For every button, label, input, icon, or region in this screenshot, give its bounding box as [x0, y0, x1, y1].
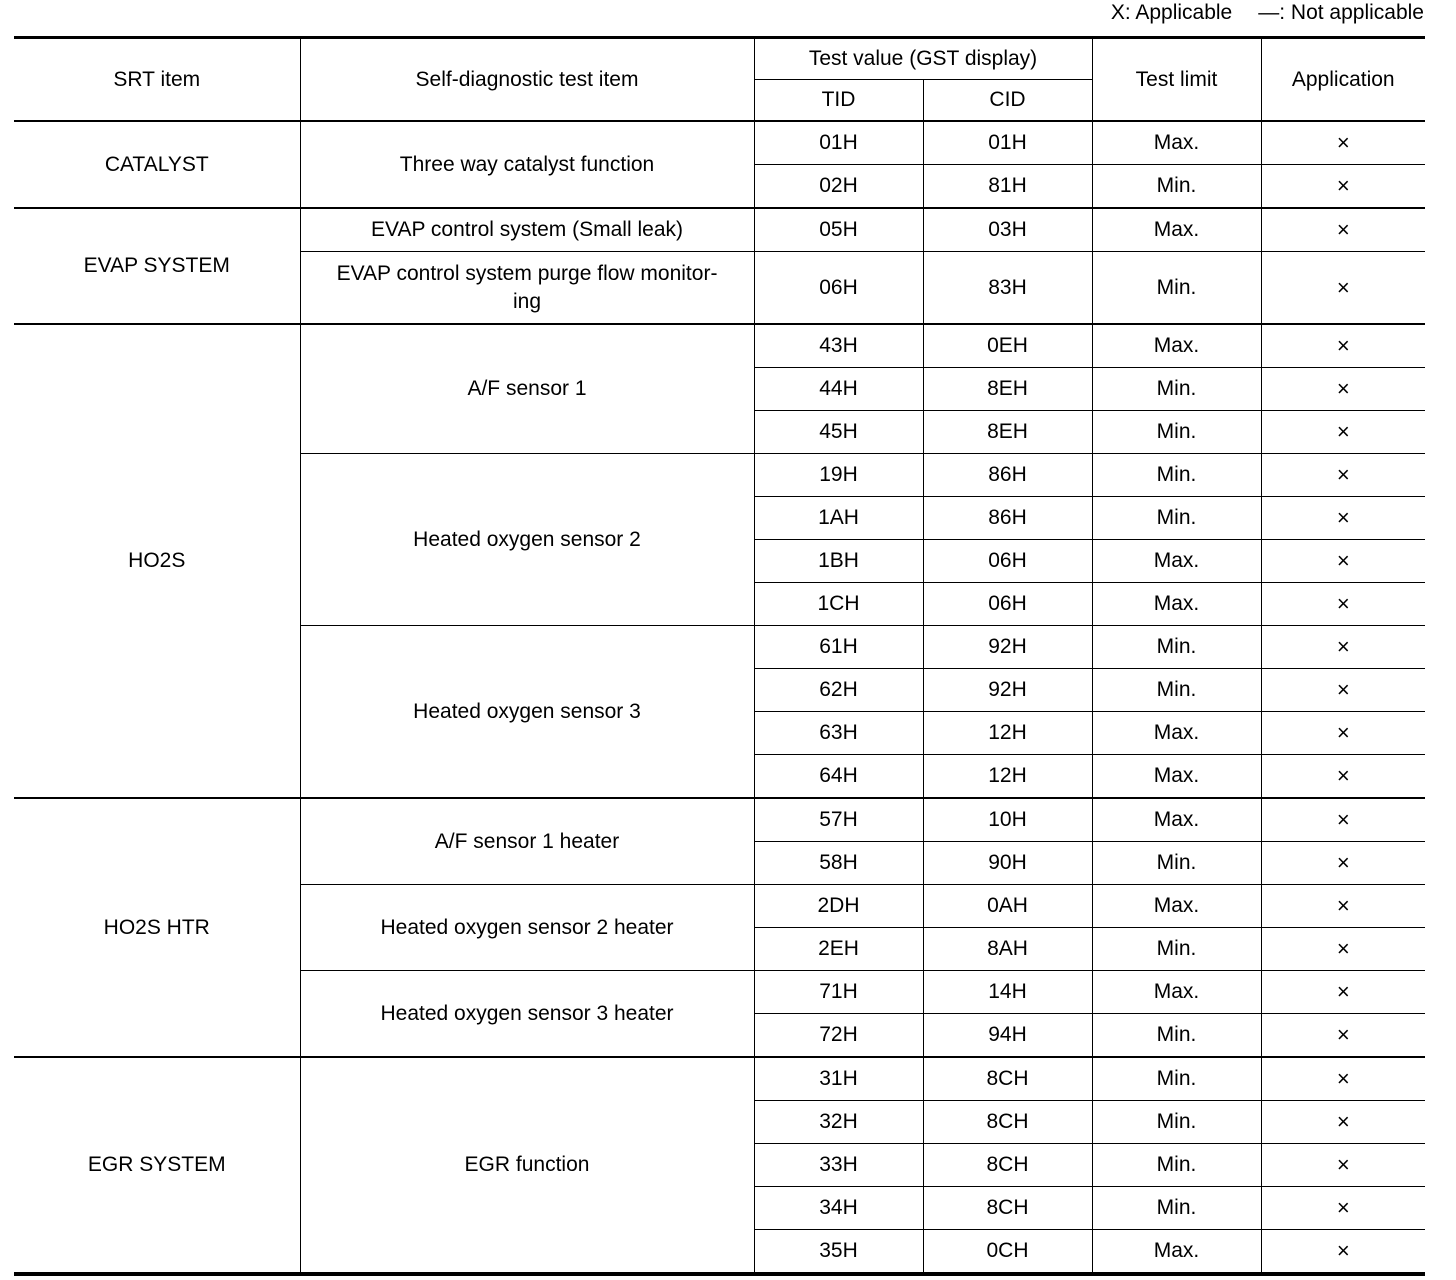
cid-cell: 0AH [923, 885, 1092, 928]
cid-cell: 8AH [923, 928, 1092, 971]
table-row [14, 208, 1425, 252]
srt-table [14, 36, 1425, 1276]
cid-cell: 8CH [923, 1144, 1092, 1187]
test-limit-cell: Min. [1092, 165, 1261, 209]
application-cell: × [1261, 885, 1425, 928]
application-cell: × [1261, 842, 1425, 885]
legend [1111, 0, 1424, 26]
application-cell: × [1261, 626, 1425, 669]
test-limit-cell: Min. [1092, 252, 1261, 325]
table-row [14, 798, 1425, 842]
test-limit-cell: Max. [1092, 208, 1261, 252]
test-limit-cell: Min. [1092, 626, 1261, 669]
cid-cell: 0CH [923, 1230, 1092, 1275]
application-cell: × [1261, 1187, 1425, 1230]
cid-cell: 83H [923, 252, 1092, 325]
tid-cell: 1AH [754, 497, 923, 540]
application-cell: × [1261, 368, 1425, 411]
test-item-cell: Heated oxygen sensor 3 heater [300, 971, 754, 1058]
test-item-cell: Heated oxygen sensor 2 heater [300, 885, 754, 971]
tid-cell: 33H [754, 1144, 923, 1187]
application-cell: × [1261, 583, 1425, 626]
table-header [14, 38, 1425, 122]
tid-cell: 2EH [754, 928, 923, 971]
header-cid: CID [923, 80, 1092, 122]
test-limit-cell: Min. [1092, 1101, 1261, 1144]
srt-item-cell: HO2S [14, 324, 300, 798]
tid-cell: 57H [754, 798, 923, 842]
cid-cell: 8EH [923, 368, 1092, 411]
tid-cell: 45H [754, 411, 923, 454]
test-limit-cell: Min. [1092, 454, 1261, 497]
tid-cell: 61H [754, 626, 923, 669]
test-limit-cell: Min. [1092, 1057, 1261, 1101]
header-test-item: Self-diagnostic test item [300, 38, 754, 122]
test-limit-cell: Max. [1092, 971, 1261, 1014]
test-item-cell: A/F sensor 1 [300, 324, 754, 454]
test-limit-cell: Min. [1092, 1014, 1261, 1058]
cid-cell: 14H [923, 971, 1092, 1014]
cid-cell: 86H [923, 454, 1092, 497]
header-test-value: Test value (GST display) [754, 38, 1092, 80]
test-limit-cell: Max. [1092, 121, 1261, 165]
tid-cell: 35H [754, 1230, 923, 1275]
test-limit-cell: Max. [1092, 324, 1261, 368]
test-limit-cell: Max. [1092, 540, 1261, 583]
test-limit-cell: Max. [1092, 1230, 1261, 1275]
cid-cell: 92H [923, 626, 1092, 669]
test-item-cell: Heated oxygen sensor 2 [300, 454, 754, 626]
tid-cell: 72H [754, 1014, 923, 1058]
test-limit-cell: Min. [1092, 368, 1261, 411]
test-limit-cell: Min. [1092, 1187, 1261, 1230]
test-limit-cell: Max. [1092, 755, 1261, 799]
application-cell: × [1261, 324, 1425, 368]
application-cell: × [1261, 669, 1425, 712]
application-cell: × [1261, 540, 1425, 583]
tid-cell: 2DH [754, 885, 923, 928]
srt-item-cell: EVAP SYSTEM [14, 208, 300, 324]
tid-cell: 06H [754, 252, 923, 325]
application-cell: × [1261, 971, 1425, 1014]
test-limit-cell: Min. [1092, 497, 1261, 540]
srt-item-cell: HO2S HTR [14, 798, 300, 1057]
application-cell: × [1261, 497, 1425, 540]
test-limit-cell: Min. [1092, 842, 1261, 885]
test-limit-cell: Max. [1092, 885, 1261, 928]
cid-cell: 8CH [923, 1101, 1092, 1144]
tid-cell: 63H [754, 712, 923, 755]
cid-cell: 8EH [923, 411, 1092, 454]
application-cell: × [1261, 1014, 1425, 1058]
application-cell: × [1261, 121, 1425, 165]
header-test-limit: Test limit [1092, 38, 1261, 122]
tid-cell: 05H [754, 208, 923, 252]
test-limit-cell: Min. [1092, 928, 1261, 971]
tid-cell: 31H [754, 1057, 923, 1101]
srt-item-cell: EGR SYSTEM [14, 1057, 300, 1274]
table-row [14, 121, 1425, 165]
tid-cell: 43H [754, 324, 923, 368]
application-cell: × [1261, 1101, 1425, 1144]
application-cell: × [1261, 712, 1425, 755]
cid-cell: 94H [923, 1014, 1092, 1058]
test-limit-cell: Min. [1092, 411, 1261, 454]
cid-cell: 03H [923, 208, 1092, 252]
test-item-cell: Three way catalyst function [300, 121, 754, 208]
application-cell: × [1261, 165, 1425, 209]
table-body [14, 121, 1425, 1274]
tid-cell: 71H [754, 971, 923, 1014]
tid-cell: 02H [754, 165, 923, 209]
cid-cell: 01H [923, 121, 1092, 165]
srt-item-cell: CATALYST [14, 121, 300, 208]
application-cell: × [1261, 411, 1425, 454]
application-cell: × [1261, 798, 1425, 842]
header-application: Application [1261, 38, 1425, 122]
table-row [14, 324, 1425, 368]
tid-cell: 01H [754, 121, 923, 165]
application-cell: × [1261, 1230, 1425, 1275]
test-limit-cell: Min. [1092, 669, 1261, 712]
application-cell: × [1261, 928, 1425, 971]
cid-cell: 90H [923, 842, 1092, 885]
legend-not-applicable: —: Not applicable [1258, 1, 1424, 24]
header-tid: TID [754, 80, 923, 122]
application-cell: × [1261, 1144, 1425, 1187]
tid-cell: 32H [754, 1101, 923, 1144]
tid-cell: 58H [754, 842, 923, 885]
cid-cell: 06H [923, 583, 1092, 626]
tid-cell: 64H [754, 755, 923, 799]
test-limit-cell: Max. [1092, 798, 1261, 842]
cid-cell: 12H [923, 712, 1092, 755]
cid-cell: 86H [923, 497, 1092, 540]
cid-cell: 8CH [923, 1187, 1092, 1230]
test-item-cell: Heated oxygen sensor 3 [300, 626, 754, 799]
test-item-cell: EVAP control system (Small leak) [300, 208, 754, 252]
test-limit-cell: Min. [1092, 1144, 1261, 1187]
test-limit-cell: Max. [1092, 583, 1261, 626]
legend-applicable: X: Applicable [1110, 1, 1233, 24]
test-item-cell: A/F sensor 1 heater [300, 798, 754, 885]
tid-cell: 19H [754, 454, 923, 497]
cid-cell: 06H [923, 540, 1092, 583]
tid-cell: 34H [754, 1187, 923, 1230]
tid-cell: 1CH [754, 583, 923, 626]
test-limit-cell: Max. [1092, 712, 1261, 755]
tid-cell: 44H [754, 368, 923, 411]
application-cell: × [1261, 755, 1425, 799]
application-cell: × [1261, 1057, 1425, 1101]
table-row [14, 1057, 1425, 1101]
test-item-cell: EGR function [300, 1057, 754, 1274]
cid-cell: 10H [923, 798, 1092, 842]
header-srt-item: SRT item [14, 38, 300, 122]
cid-cell: 0EH [923, 324, 1092, 368]
application-cell: × [1261, 252, 1425, 325]
application-cell: × [1261, 454, 1425, 497]
tid-cell: 1BH [754, 540, 923, 583]
cid-cell: 81H [923, 165, 1092, 209]
cid-cell: 12H [923, 755, 1092, 799]
application-cell: × [1261, 208, 1425, 252]
cid-cell: 8CH [923, 1057, 1092, 1101]
cid-cell: 92H [923, 669, 1092, 712]
tid-cell: 62H [754, 669, 923, 712]
test-item-cell: EVAP control system purge flow monitor- ing [300, 252, 754, 325]
